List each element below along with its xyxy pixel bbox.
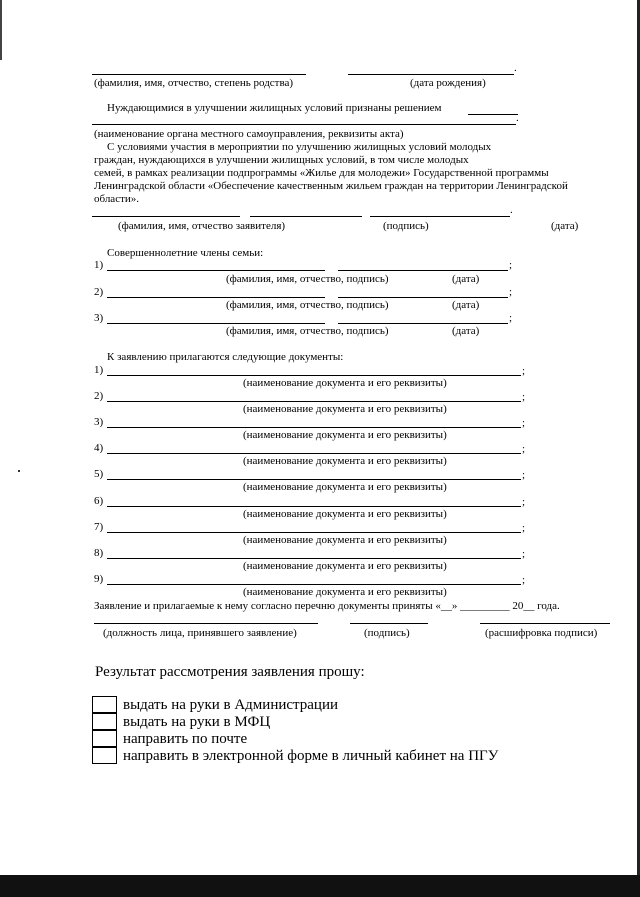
- accepter-signature-caption: (подпись): [364, 627, 410, 639]
- document-line: [107, 558, 521, 559]
- document-caption: (наименование документа и его реквизиты): [243, 429, 447, 441]
- member-name-line: [107, 323, 325, 324]
- document-row-number: 3): [94, 416, 104, 428]
- document-row-number: 1): [94, 364, 104, 376]
- document-row-end: ;: [522, 496, 526, 508]
- member-row-end: ;: [509, 312, 513, 324]
- document-caption: (наименование документа и его реквизиты): [243, 560, 447, 572]
- birthdate-line: [348, 74, 514, 75]
- conditions-line-2: граждан, нуждающихся в улучшении жилищных условий, в том числе молодых: [94, 154, 469, 166]
- member-row-number: 2): [94, 286, 104, 298]
- option-mfc-label: выдать на руки в МФЦ: [123, 714, 271, 730]
- member-row-end: ;: [509, 259, 513, 271]
- document-row-end: ;: [522, 365, 526, 377]
- checkbox-administration[interactable]: [92, 696, 117, 713]
- member-date-line: [338, 323, 508, 324]
- option-pgu-label: направить в электронной форме в личный кабинет на ПГУ: [123, 748, 499, 764]
- applicant-date-line: [370, 216, 510, 217]
- member-date-line: [338, 297, 508, 298]
- applicant-signature-line: [250, 216, 362, 217]
- document-row-number: 8): [94, 547, 104, 559]
- document-caption: (наименование документа и его реквизиты): [243, 481, 447, 493]
- scan-dot: [18, 470, 20, 472]
- accepter-position-caption: (должность лица, принявшего заявление): [103, 627, 297, 639]
- document-row-number: 2): [94, 390, 104, 402]
- accepter-signature-line: [350, 623, 428, 624]
- member-date-caption: (дата): [452, 299, 480, 311]
- authority-caption: (наименование органа местного самоуправления, реквизиты акта): [94, 128, 404, 140]
- decision-short-line: [468, 114, 518, 115]
- scan-edge-bottom: [0, 875, 640, 897]
- document-line: [107, 532, 521, 533]
- member-row-end: ;: [509, 286, 513, 298]
- result-title: Результат рассмотрения заявления прошу:: [95, 664, 365, 680]
- conditions-line-5: области».: [94, 193, 140, 205]
- checkbox-post[interactable]: [92, 730, 117, 747]
- member-date-line: [338, 270, 508, 271]
- document-line: [107, 506, 521, 507]
- member-name-caption: (фамилия, имя, отчество, подпись): [226, 325, 389, 337]
- document-row-number: 9): [94, 573, 104, 585]
- option-administration-label: выдать на руки в Администрации: [123, 697, 339, 713]
- accepter-position-line: [94, 623, 318, 624]
- document-row-end: ;: [522, 522, 526, 534]
- option-post-label: направить по почте: [123, 731, 248, 747]
- document-caption: (наименование документа и его реквизиты): [243, 586, 447, 598]
- document-row-end: ;: [522, 469, 526, 481]
- accepter-decoding-caption: (расшифровка подписи): [485, 627, 598, 639]
- relative-line: [92, 74, 306, 75]
- line-end-dot: .: [514, 62, 517, 74]
- conditions-line-1: С условиями участия в мероприятии по улучшению жилищных условий молодых: [107, 141, 492, 153]
- document-row-end: ;: [522, 391, 526, 403]
- document-row-number: 4): [94, 442, 104, 454]
- document-line: [107, 584, 521, 585]
- member-name-line: [107, 297, 325, 298]
- applicant-name-caption: (фамилия, имя, отчество заявителя): [118, 220, 286, 232]
- member-date-caption: (дата): [452, 273, 480, 285]
- document-caption: (наименование документа и его реквизиты): [243, 377, 447, 389]
- documents-title: К заявлению прилагаются следующие документы:: [107, 351, 344, 363]
- document-line: [107, 427, 521, 428]
- document-row-number: 7): [94, 521, 104, 533]
- checkbox-pgu[interactable]: [92, 747, 117, 764]
- document-caption: (наименование документа и его реквизиты): [243, 508, 447, 520]
- document-row-number: 6): [94, 495, 104, 507]
- member-name-line: [107, 270, 325, 271]
- document-row-number: 5): [94, 468, 104, 480]
- member-name-caption: (фамилия, имя, отчество, подпись): [226, 299, 389, 311]
- document-line: [107, 375, 521, 376]
- document-row-end: ;: [522, 443, 526, 455]
- applicant-name-line: [92, 216, 240, 217]
- applicant-date-caption: (дата): [551, 220, 579, 232]
- document-line: [107, 401, 521, 402]
- document-row-end: ;: [522, 574, 526, 586]
- document-line: [107, 479, 521, 480]
- birthdate-caption: (дата рождения): [410, 77, 486, 89]
- acceptance-text: Заявление и прилагаемые к нему согласно перечню документы приняты «__» _________ 20__ года.: [94, 600, 560, 612]
- member-row-number: 1): [94, 259, 104, 271]
- adult-members-title: Совершеннолетние члены семьи:: [107, 247, 264, 259]
- scan-edge-left: [0, 0, 2, 60]
- applicant-signature-caption: (подпись): [383, 220, 429, 232]
- document-row-end: ;: [522, 417, 526, 429]
- document-caption: (наименование документа и его реквизиты): [243, 403, 447, 415]
- document-row-end: ;: [522, 548, 526, 560]
- line-end-dot: .: [510, 204, 513, 216]
- relative-caption: (фамилия, имя, отчество, степень родства): [94, 77, 294, 89]
- authority-line: [92, 124, 516, 125]
- document-line: [107, 453, 521, 454]
- member-row-number: 3): [94, 312, 104, 324]
- document-caption: (наименование документа и его реквизиты): [243, 455, 447, 467]
- document-caption: (наименование документа и его реквизиты): [243, 534, 447, 546]
- line-end-dot: .: [516, 112, 519, 124]
- member-name-caption: (фамилия, имя, отчество, подпись): [226, 273, 389, 285]
- member-date-caption: (дата): [452, 325, 480, 337]
- conditions-line-3: семей, в рамках реализации подпрограммы «Жилье для молодежи» Государственной программы: [94, 167, 549, 179]
- checkbox-mfc[interactable]: [92, 713, 117, 730]
- accepter-decoding-line: [480, 623, 610, 624]
- conditions-line-4: Ленинградской области «Обеспечение качественным жильем граждан на территории Ленинградской: [94, 180, 568, 192]
- recognized-text: Нуждающимися в улучшении жилищных условий признаны решением: [107, 102, 442, 114]
